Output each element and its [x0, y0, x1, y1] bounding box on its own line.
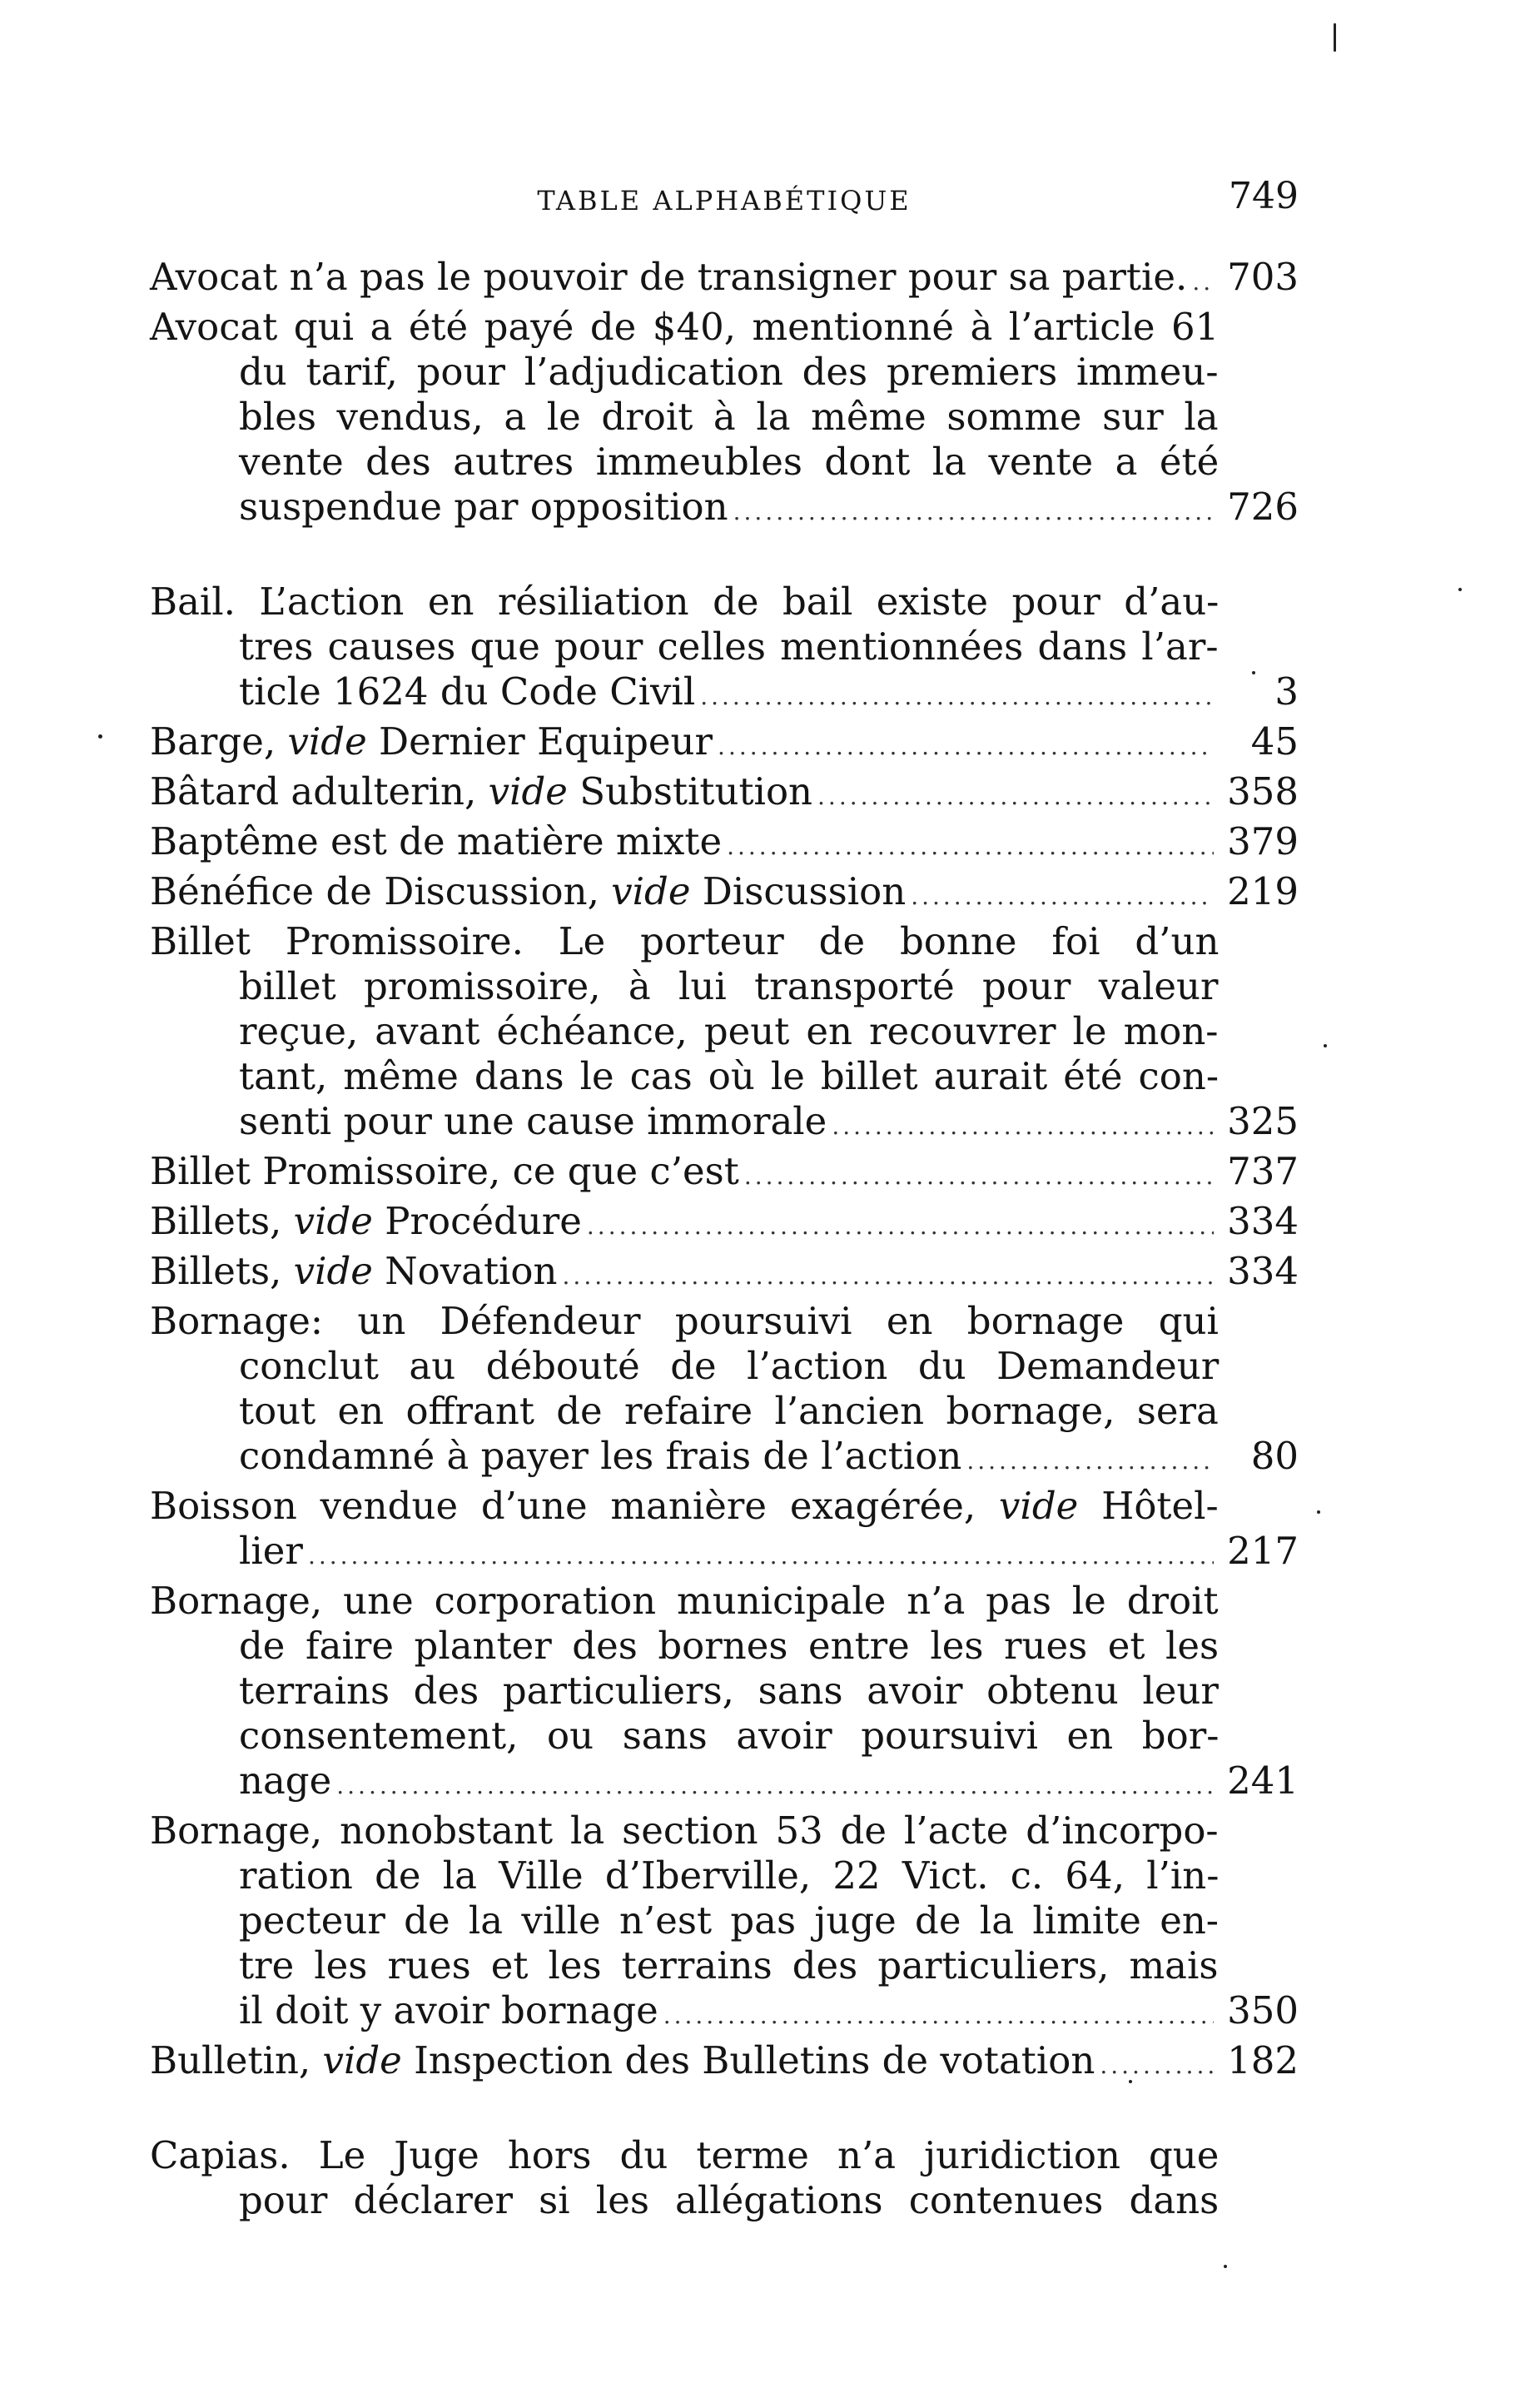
entry-first-line [150, 1484, 1299, 1529]
dot-leader [718, 724, 1214, 769]
page-reference: 737 [1227, 1149, 1299, 1193]
entry-first-line [150, 580, 1299, 624]
page-reference: 3 [1274, 669, 1299, 714]
page-reference: 350 [1227, 1988, 1299, 2032]
page-reference: 358 [1227, 769, 1299, 813]
page-reference: 334 [1227, 1249, 1299, 1293]
entry-text [239, 1669, 1219, 1714]
index-entry [150, 769, 1299, 819]
entry-text [150, 1808, 1219, 1853]
cross-reference-target: Discussion [690, 869, 907, 913]
entry-text-segment: Bénéfice de Discussion, [150, 869, 612, 913]
entry-continuation-line [150, 1669, 1299, 1714]
scan-mark [1324, 1044, 1327, 1047]
entry-continuation-line [150, 350, 1299, 395]
cross-reference-vide: vide [322, 2038, 402, 2082]
entry-text-segment: reçue, avant échéance, peut en recouvrer le mon- [239, 1009, 1219, 1053]
entry-text [239, 1099, 827, 1144]
page-reference: 241 [1227, 1759, 1299, 1803]
scan-mark [1129, 2080, 1132, 2083]
page-reference: 219 [1227, 869, 1299, 913]
entry-text-segment: Billet Promissoire. Le porteur de bonne foi d’un [150, 919, 1220, 963]
entry-first-line [150, 2038, 1299, 2088]
running-head [150, 175, 1299, 231]
entry-text [239, 669, 695, 714]
entry-text [239, 485, 728, 530]
index-entry [150, 580, 1299, 719]
dot-leader [832, 1104, 1214, 1149]
index-entry [150, 869, 1299, 919]
entry-text-segment: condamné à payer les frais de l’action [239, 1434, 962, 1478]
dot-leader [817, 774, 1214, 819]
entry-first-line [150, 305, 1299, 350]
entry-text [239, 1988, 658, 2033]
entry-continuation-line [150, 395, 1299, 440]
entry-text-segment: lier [239, 1529, 303, 1573]
cross-reference-target: Procédure [372, 1199, 582, 1243]
dot-leader [1192, 260, 1214, 305]
scan-mark [1224, 2265, 1227, 2268]
index-entry [150, 1808, 1299, 2038]
dot-leader [336, 1764, 1214, 1808]
entry-text [239, 1054, 1219, 1099]
entry-continuation-line [150, 1624, 1299, 1669]
entry-continuation-line [150, 1009, 1299, 1054]
dot-leader [1100, 2043, 1214, 2088]
alphabetical-index [150, 255, 1299, 2223]
cross-reference-vide: vide [488, 769, 568, 813]
index-entry [150, 819, 1299, 869]
entry-text-segment: nage [239, 1759, 332, 1803]
entry-continuation-line [150, 1389, 1299, 1434]
index-entry [150, 1299, 1299, 1484]
entry-text [150, 1579, 1219, 1624]
entry-continuation-line [150, 1344, 1299, 1389]
entry-continuation-line [150, 1853, 1299, 1898]
scan-mark [98, 734, 102, 739]
entry-text-segment: tout en offrant de refaire l’ancien bornage, sera [239, 1389, 1219, 1433]
entry-first-line [150, 1579, 1299, 1624]
index-entry [150, 1199, 1299, 1249]
cross-reference-vide: vide [293, 1249, 373, 1293]
entry-continuation-line [150, 485, 1299, 535]
cross-reference-target: Hôtel- [1078, 1484, 1219, 1528]
page-reference: 334 [1227, 1199, 1299, 1243]
entry-text [239, 440, 1219, 485]
entry-text [239, 1943, 1219, 1988]
section-gap [150, 2088, 1299, 2133]
entry-continuation-line [150, 964, 1299, 1009]
entry-text-segment: tres causes que pour celles mentionnées dans l’ar- [239, 624, 1219, 669]
cross-reference-vide: vide [611, 869, 691, 913]
entry-text-segment: pour déclarer si les allégations contenues dans [239, 2178, 1220, 2222]
entry-text [150, 719, 713, 764]
index-entry [150, 1249, 1299, 1299]
page-reference: 217 [1227, 1529, 1299, 1573]
entry-text [239, 2178, 1219, 2223]
entry-text [239, 350, 1219, 395]
entry-text-segment: Bail. L’action en résiliation de bail existe pour d’au- [150, 580, 1220, 624]
index-entry [150, 1149, 1299, 1199]
entry-first-line [150, 819, 1299, 869]
entry-continuation-line [150, 1054, 1299, 1099]
dot-leader [727, 824, 1214, 869]
entry-text [150, 819, 722, 864]
section-gap [150, 535, 1299, 580]
entry-text [150, 919, 1219, 964]
entry-text [239, 1759, 331, 1803]
running-title: TABLE ALPHABÉTIQUE [537, 185, 912, 216]
dot-leader [700, 674, 1214, 719]
dot-leader [744, 1154, 1214, 1199]
entry-text [150, 1199, 582, 1244]
entry-text [150, 255, 1187, 300]
entry-text [239, 1009, 1219, 1054]
cross-reference-target: Dernier Equipeur [366, 719, 713, 764]
entry-text [239, 1389, 1219, 1434]
entry-text-segment: terrains des particuliers, sans avoir obtenu leur [239, 1669, 1219, 1713]
entry-text [150, 869, 906, 914]
entry-continuation-line [150, 1898, 1299, 1943]
entry-continuation-line [150, 440, 1299, 485]
entry-text [239, 1624, 1219, 1669]
entry-text-segment: ticle 1624 du Code Civil [239, 669, 696, 714]
entry-continuation-line [150, 624, 1299, 669]
entry-first-line [150, 1299, 1299, 1344]
entry-text [239, 395, 1219, 440]
entry-text [150, 769, 812, 814]
entry-first-line [150, 1249, 1299, 1299]
entry-first-line [150, 255, 1299, 305]
entry-text-segment: Billets, [150, 1199, 294, 1243]
entry-continuation-line [150, 1943, 1299, 1988]
page-reference: 45 [1250, 719, 1299, 764]
index-entry [150, 255, 1299, 305]
index-entry [150, 919, 1299, 1149]
entry-first-line [150, 1149, 1299, 1199]
page-reference: 726 [1227, 485, 1299, 529]
entry-continuation-line [150, 1099, 1299, 1149]
entry-text-segment: Bornage, nonobstant la section 53 de l’acte d’incorpo- [150, 1808, 1219, 1853]
entry-text-segment: Bornage: un Défendeur poursuivi en bornage qui [150, 1299, 1219, 1343]
dot-leader [966, 1439, 1214, 1484]
index-entry [150, 1484, 1299, 1579]
index-entry [150, 1579, 1299, 1808]
entry-text [239, 964, 1219, 1009]
entry-text [150, 1149, 739, 1194]
entry-text-segment: Avocat n’a pas le pouvoir de transigner pour sa partie. [150, 255, 1188, 299]
entry-text [239, 1434, 961, 1479]
entry-text-segment: billet promissoire, à lui transporté pour valeur [239, 964, 1219, 1008]
page-reference: 703 [1227, 255, 1299, 299]
entry-continuation-line [150, 1529, 1299, 1579]
entry-text-segment: il doit y avoir bornage [239, 1988, 658, 2032]
dot-leader [911, 874, 1214, 919]
entry-text-segment: conclut au débouté de l’action du Demandeur [239, 1344, 1220, 1388]
entry-text [150, 2038, 1095, 2083]
entry-first-line [150, 2133, 1299, 2178]
entry-text-segment: Capias. Le Juge hors du terme n’a juridiction que [150, 2133, 1220, 2177]
scan-mark [1317, 1510, 1320, 1514]
index-entry [150, 719, 1299, 769]
cross-reference-target: Substitution [567, 769, 813, 813]
entry-text [239, 1853, 1219, 1898]
index-entry [150, 305, 1299, 535]
entry-text-segment: senti pour une cause immorale [239, 1099, 827, 1143]
entry-text-segment: Bornage, une corporation municipale n’a pas le droit [150, 1579, 1219, 1623]
entry-text-segment: pecteur de la ville n’est pas juge de la limite en- [239, 1898, 1220, 1943]
entry-text-segment: Bulletin, [150, 2038, 323, 2082]
entry-text-segment: vente des autres immeubles dont la vente a été [239, 440, 1220, 484]
entry-continuation-line [150, 1714, 1299, 1759]
page-reference: 182 [1227, 2038, 1299, 2082]
entry-text-segment: bles vendus, a le droit à la même somme sur la [239, 395, 1219, 439]
entry-text [150, 1299, 1219, 1344]
page-reference: 80 [1250, 1434, 1299, 1478]
entry-first-line [150, 769, 1299, 819]
entry-text-segment: consentement, ou sans avoir poursuivi en bor- [239, 1714, 1220, 1758]
page-reference: 325 [1227, 1099, 1299, 1143]
index-entry [150, 2133, 1299, 2223]
entry-continuation-line [150, 1759, 1299, 1808]
scan-mark [1334, 23, 1336, 52]
entry-first-line [150, 919, 1299, 964]
entry-text-segment: tant, même dans le cas où le billet aurait été con- [239, 1054, 1220, 1098]
entry-continuation-line [150, 2178, 1299, 2223]
entry-first-line [150, 1199, 1299, 1249]
entry-text-segment: Billets, [150, 1249, 294, 1293]
entry-text-segment: de faire planter des bornes entre les rues et les [239, 1624, 1220, 1668]
cross-reference-vide: vide [999, 1484, 1079, 1528]
entry-text-segment: Bâtard adulterin, [150, 769, 489, 813]
entry-text-segment: Barge, [150, 719, 288, 764]
entry-first-line [150, 1808, 1299, 1853]
entry-text-segment: Avocat qui a été payé de $40, mentionné à l’article 61 [150, 305, 1220, 349]
entry-continuation-line [150, 1434, 1299, 1484]
index-entry [150, 2038, 1299, 2088]
dot-leader [308, 1534, 1214, 1579]
entry-text [239, 1529, 303, 1574]
entry-text [239, 1344, 1219, 1389]
dot-leader [733, 490, 1214, 535]
cross-reference-target: Novation [372, 1249, 558, 1293]
cross-reference-target: Inspection des Bulletins de votation [401, 2038, 1095, 2082]
entry-text [150, 580, 1219, 624]
entry-text-segment: ration de la Ville d’Iberville, 22 Vict. c. 64, l’in- [239, 1853, 1220, 1898]
entry-text [239, 624, 1219, 669]
dot-leader [587, 1204, 1214, 1249]
entry-text-segment: Billet Promissoire, ce que c’est [150, 1149, 739, 1193]
entry-text [150, 1249, 558, 1294]
entry-text [150, 1484, 1219, 1529]
entry-text [150, 2133, 1219, 2178]
scan-mark [1252, 671, 1255, 674]
entry-first-line [150, 869, 1299, 919]
entry-text-segment: du tarif, pour l’adjudication des premiers immeu- [239, 350, 1219, 394]
entry-text-segment: Baptême est de matière mixte [150, 819, 723, 863]
dot-leader [663, 1993, 1214, 2038]
cross-reference-vide: vide [287, 719, 367, 764]
cross-reference-vide: vide [293, 1199, 373, 1243]
scan-mark [1458, 588, 1462, 591]
entry-text [150, 305, 1219, 350]
entry-continuation-line [150, 1988, 1299, 2038]
entry-text-segment: tre les rues et les terrains des particuliers, mais [239, 1943, 1219, 1988]
dot-leader [563, 1254, 1214, 1299]
entry-text-segment: suspendue par opposition [239, 485, 728, 529]
entry-text-segment: Boisson vendue d’une manière exagérée, [150, 1484, 999, 1528]
entry-first-line [150, 719, 1299, 769]
page-reference: 379 [1227, 819, 1299, 863]
entry-text [239, 1898, 1219, 1943]
entry-text [239, 1714, 1219, 1759]
page-number: 749 [1229, 175, 1299, 217]
entry-continuation-line [150, 669, 1299, 719]
